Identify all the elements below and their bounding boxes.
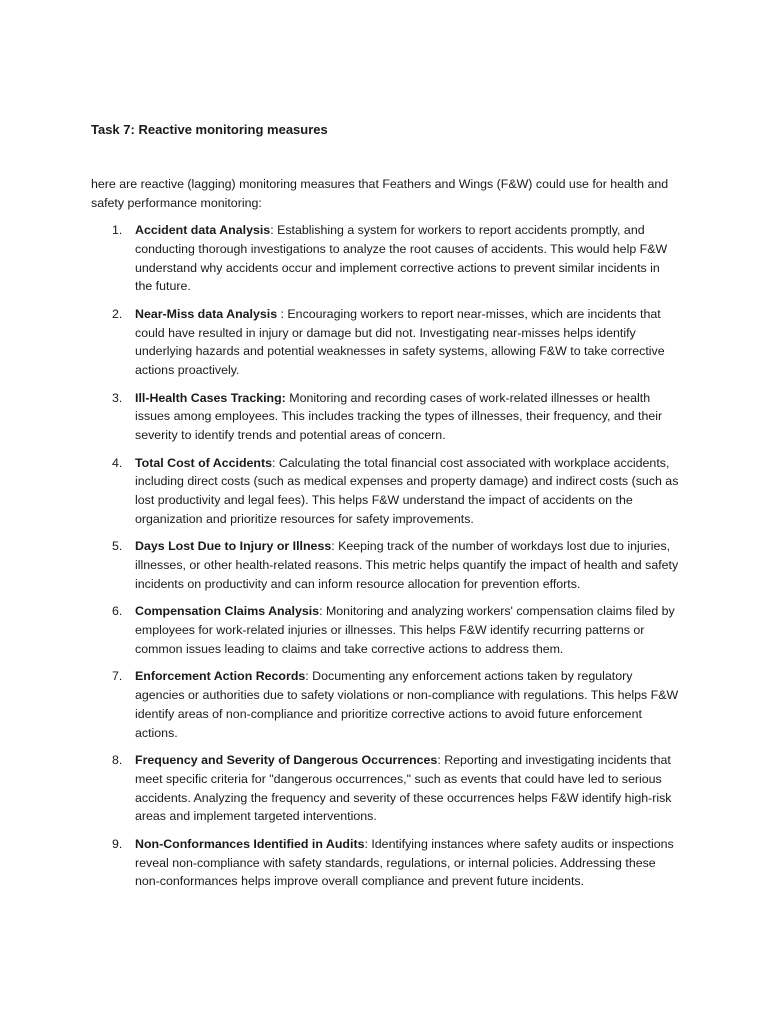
list-item-body: [135, 454, 680, 529]
list-item-term: Non-Conformances Identified in Audits: [135, 836, 365, 851]
list-item-text: : Documenting any enforcement actions taken by regulatory agencies or authorities due to safety violations or non-compliance with regulations. This helps F&W identify areas of non-compliance and prioritize corrective actions to avoid future enforcement actions.: [135, 669, 679, 740]
list-item-term: Enforcement Action Records: [135, 669, 306, 684]
list-item-number: 8.: [112, 753, 123, 768]
list-item-term: Frequency and Severity of Dangerous Occurrences: [135, 753, 438, 768]
list-item-number: 6.: [112, 604, 123, 619]
list-item: [0, 221, 768, 296]
list-item-text: : Establishing a system for workers to report accidents promptly, and conducting thorough investigations to analyze the root causes of accidents. This would help F&W understand why accidents occur and implement corrective actions to prevent similar incidents in the future.: [135, 223, 668, 294]
list-item-body: [135, 221, 680, 296]
list-item: [0, 602, 768, 658]
list-item-body: [135, 667, 680, 742]
list-item: [0, 305, 768, 380]
list-item-term: Near-Miss data Analysis: [135, 306, 278, 321]
list-item-text: Monitoring and recording cases of work-related illnesses or health issues among employees. This includes tracking the types of illnesses, their frequency, and their severity to identify trends and potential areas of concern.: [135, 390, 663, 443]
list-item-number: 7.: [112, 669, 123, 684]
list-item-number: 1.: [112, 223, 123, 237]
list-item-body: [135, 602, 680, 658]
list-item-text: : Identifying instances where safety audits or inspections reveal non-compliance with safety standards, regulations, or internal policies. Addressing these non-conformances helps improve overall compliance and prevent future incidents.: [135, 836, 674, 889]
list-item: [0, 389, 768, 445]
list-item: [0, 835, 768, 891]
list-item-number: 3.: [112, 390, 123, 405]
list-item-body: [135, 835, 680, 891]
list-item-term: Compensation Claims Analysis: [135, 604, 320, 619]
list-item-number: 5.: [112, 539, 123, 554]
list-item-number: 2.: [112, 306, 123, 321]
list-item: [0, 454, 768, 529]
list-item-term: Ill-Health Cases Tracking:: [135, 390, 286, 405]
list-item-term: Total Cost of Accidents: [135, 455, 272, 470]
intro-paragraph: here are reactive (lagging) monitoring measures that Feathers and Wings (F&W) could use for health and safety performance monitoring:: [91, 177, 669, 210]
list-item-body: [135, 537, 680, 593]
list-item-term: Accident data Analysis: [135, 223, 271, 237]
list-item: [0, 537, 768, 593]
list-item-text: : Keeping track of the number of workdays lost due to injuries, illnesses, or other health-related reasons. This metric helps quantify the impact of health and safety incidents on productivity and can inform resource allocation for prevention efforts.: [135, 539, 679, 591]
list-item-text: : Encouraging workers to report near-misses, which are incidents that could have resulted in injury or damage but did not. Investigating near-misses helps identify underlying hazards and potential weaknesses in safety systems, allowing F&W to take corrective actions proactively.: [135, 306, 665, 378]
list-item-body: [135, 389, 680, 445]
list-item-term: Days Lost Due to Injury or Illness: [135, 539, 332, 554]
page-title: Task 7: Reactive monitoring measures: [91, 122, 328, 137]
list-item-body: [135, 751, 680, 826]
list-item-number: 9.: [112, 836, 123, 851]
list-item-text: : Calculating the total financial cost associated with workplace accidents, including direct costs (such as medical expenses and property damage) and indirect costs (such as lost productivity and legal fees). This helps F&W understand the impact of accidents on the organization and prioritize resources for safety improvements.: [135, 455, 679, 526]
measures-list: [0, 221, 768, 900]
list-item-number: 4.: [112, 455, 123, 470]
list-item-body: [135, 305, 680, 380]
list-item-text: : Reporting and investigating incidents that meet specific criteria for "dangerous occurrences," such as events that could have led to serious accidents. Analyzing the frequency and severity of these occurrences helps F&W identify high-risk areas and implement targeted interventions.: [135, 753, 672, 824]
list-item: [0, 667, 768, 742]
list-item: [0, 751, 768, 826]
list-item-text: : Monitoring and analyzing workers' compensation claims filed by employees for work-related injuries or illnesses. This helps F&W identify recurring patterns or common issues leading to claims and take corrective actions to address them.: [135, 604, 675, 656]
